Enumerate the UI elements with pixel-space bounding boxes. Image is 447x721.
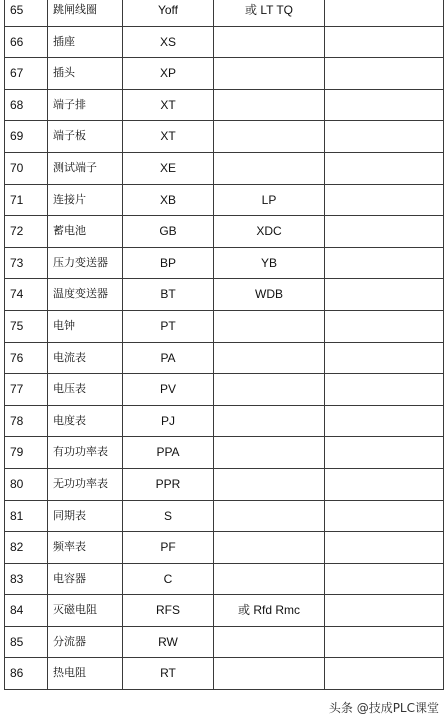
row-empty-cell xyxy=(325,405,444,437)
row-empty-cell xyxy=(325,121,444,153)
row-symbol: XT xyxy=(123,89,214,121)
row-name: 频率表 xyxy=(48,532,123,564)
row-empty-cell xyxy=(325,532,444,564)
row-symbol: RT xyxy=(123,658,214,690)
row-alt-symbol: 或 LT TQ xyxy=(214,0,325,26)
row-empty-cell xyxy=(325,152,444,184)
table-row xyxy=(5,0,444,26)
row-symbol: GB xyxy=(123,216,214,248)
row-alt-symbol xyxy=(214,468,325,500)
row-symbol: Yoff xyxy=(123,0,214,26)
row-name: 电容器 xyxy=(48,563,123,595)
row-number: 74 xyxy=(5,279,48,311)
row-number: 65 xyxy=(5,0,48,26)
table-body xyxy=(5,0,444,690)
table-row xyxy=(5,184,444,216)
row-number: 71 xyxy=(5,184,48,216)
row-alt-symbol xyxy=(214,58,325,90)
row-alt-symbol: XDC xyxy=(214,216,325,248)
row-number: 79 xyxy=(5,437,48,469)
row-alt-symbol xyxy=(214,374,325,406)
row-empty-cell xyxy=(325,342,444,374)
row-number: 86 xyxy=(5,658,48,690)
row-number: 82 xyxy=(5,532,48,564)
table-row xyxy=(5,532,444,564)
row-empty-cell xyxy=(325,595,444,627)
watermark: 头条 @技成PLC课堂 xyxy=(327,698,441,717)
row-empty-cell xyxy=(325,374,444,406)
table-row xyxy=(5,89,444,121)
row-alt-symbol xyxy=(214,626,325,658)
row-number: 72 xyxy=(5,216,48,248)
row-name: 端子板 xyxy=(48,121,123,153)
row-symbol: PT xyxy=(123,310,214,342)
table-row xyxy=(5,26,444,58)
row-empty-cell xyxy=(325,26,444,58)
row-empty-cell xyxy=(325,279,444,311)
row-number: 78 xyxy=(5,405,48,437)
row-symbol: PJ xyxy=(123,405,214,437)
row-symbol: XT xyxy=(123,121,214,153)
row-alt-symbol xyxy=(214,658,325,690)
row-symbol: RW xyxy=(123,626,214,658)
row-number: 70 xyxy=(5,152,48,184)
row-empty-cell xyxy=(325,216,444,248)
row-name: 热电阻 xyxy=(48,658,123,690)
row-alt-symbol xyxy=(214,342,325,374)
table-row xyxy=(5,121,444,153)
row-symbol: S xyxy=(123,500,214,532)
row-number: 84 xyxy=(5,595,48,627)
row-name: 跳闸线圈 xyxy=(48,0,123,26)
row-name: 电压表 xyxy=(48,374,123,406)
table-row xyxy=(5,342,444,374)
row-alt-symbol xyxy=(214,563,325,595)
row-name: 插头 xyxy=(48,58,123,90)
row-empty-cell xyxy=(325,563,444,595)
table-row xyxy=(5,374,444,406)
row-symbol: XE xyxy=(123,152,214,184)
row-symbol: PPR xyxy=(123,468,214,500)
row-alt-symbol xyxy=(214,405,325,437)
row-name: 有功功率表 xyxy=(48,437,123,469)
row-empty-cell xyxy=(325,0,444,26)
row-name: 端子排 xyxy=(48,89,123,121)
row-alt-symbol xyxy=(214,89,325,121)
row-empty-cell xyxy=(325,58,444,90)
row-number: 69 xyxy=(5,121,48,153)
row-alt-symbol xyxy=(214,152,325,184)
row-number: 76 xyxy=(5,342,48,374)
row-empty-cell xyxy=(325,310,444,342)
row-alt-symbol: LP xyxy=(214,184,325,216)
row-name: 测试端子 xyxy=(48,152,123,184)
table-row xyxy=(5,247,444,279)
row-symbol: RFS xyxy=(123,595,214,627)
row-symbol: BT xyxy=(123,279,214,311)
row-name: 电流表 xyxy=(48,342,123,374)
row-number: 75 xyxy=(5,310,48,342)
row-number: 85 xyxy=(5,626,48,658)
row-alt-symbol xyxy=(214,500,325,532)
table-row xyxy=(5,626,444,658)
row-alt-symbol xyxy=(214,310,325,342)
row-alt-symbol xyxy=(214,437,325,469)
table-row xyxy=(5,595,444,627)
row-number: 83 xyxy=(5,563,48,595)
table-row xyxy=(5,658,444,690)
row-symbol: XS xyxy=(123,26,214,58)
row-name: 蓄电池 xyxy=(48,216,123,248)
row-symbol: PA xyxy=(123,342,214,374)
row-name: 灭磁电阻 xyxy=(48,595,123,627)
row-number: 66 xyxy=(5,26,48,58)
row-alt-symbol: 或 Rfd Rmc xyxy=(214,595,325,627)
table-row xyxy=(5,500,444,532)
row-empty-cell xyxy=(325,500,444,532)
row-symbol: BP xyxy=(123,247,214,279)
row-empty-cell xyxy=(325,626,444,658)
table-row xyxy=(5,58,444,90)
row-number: 68 xyxy=(5,89,48,121)
row-name: 电度表 xyxy=(48,405,123,437)
row-alt-symbol: WDB xyxy=(214,279,325,311)
row-name: 无功功率表 xyxy=(48,468,123,500)
row-name: 压力变送器 xyxy=(48,247,123,279)
table-row xyxy=(5,437,444,469)
table-row xyxy=(5,152,444,184)
table-row xyxy=(5,216,444,248)
row-number: 73 xyxy=(5,247,48,279)
row-symbol: PF xyxy=(123,532,214,564)
row-empty-cell xyxy=(325,247,444,279)
row-number: 81 xyxy=(5,500,48,532)
row-empty-cell xyxy=(325,468,444,500)
table-row xyxy=(5,310,444,342)
symbol-table xyxy=(4,0,444,690)
table-row xyxy=(5,563,444,595)
row-number: 77 xyxy=(5,374,48,406)
row-alt-symbol xyxy=(214,26,325,58)
row-empty-cell xyxy=(325,437,444,469)
row-name: 插座 xyxy=(48,26,123,58)
row-empty-cell xyxy=(325,184,444,216)
row-alt-symbol xyxy=(214,121,325,153)
row-name: 温度变送器 xyxy=(48,279,123,311)
row-name: 同期表 xyxy=(48,500,123,532)
row-number: 67 xyxy=(5,58,48,90)
row-symbol: XP xyxy=(123,58,214,90)
row-alt-symbol xyxy=(214,532,325,564)
row-name: 分流器 xyxy=(48,626,123,658)
row-name: 连接片 xyxy=(48,184,123,216)
row-symbol: PV xyxy=(123,374,214,406)
row-empty-cell xyxy=(325,658,444,690)
table-row xyxy=(5,468,444,500)
table-row xyxy=(5,405,444,437)
row-empty-cell xyxy=(325,89,444,121)
row-symbol: XB xyxy=(123,184,214,216)
row-number: 80 xyxy=(5,468,48,500)
row-symbol: C xyxy=(123,563,214,595)
table-row xyxy=(5,279,444,311)
row-alt-symbol: YB xyxy=(214,247,325,279)
row-name: 电钟 xyxy=(48,310,123,342)
row-symbol: PPA xyxy=(123,437,214,469)
